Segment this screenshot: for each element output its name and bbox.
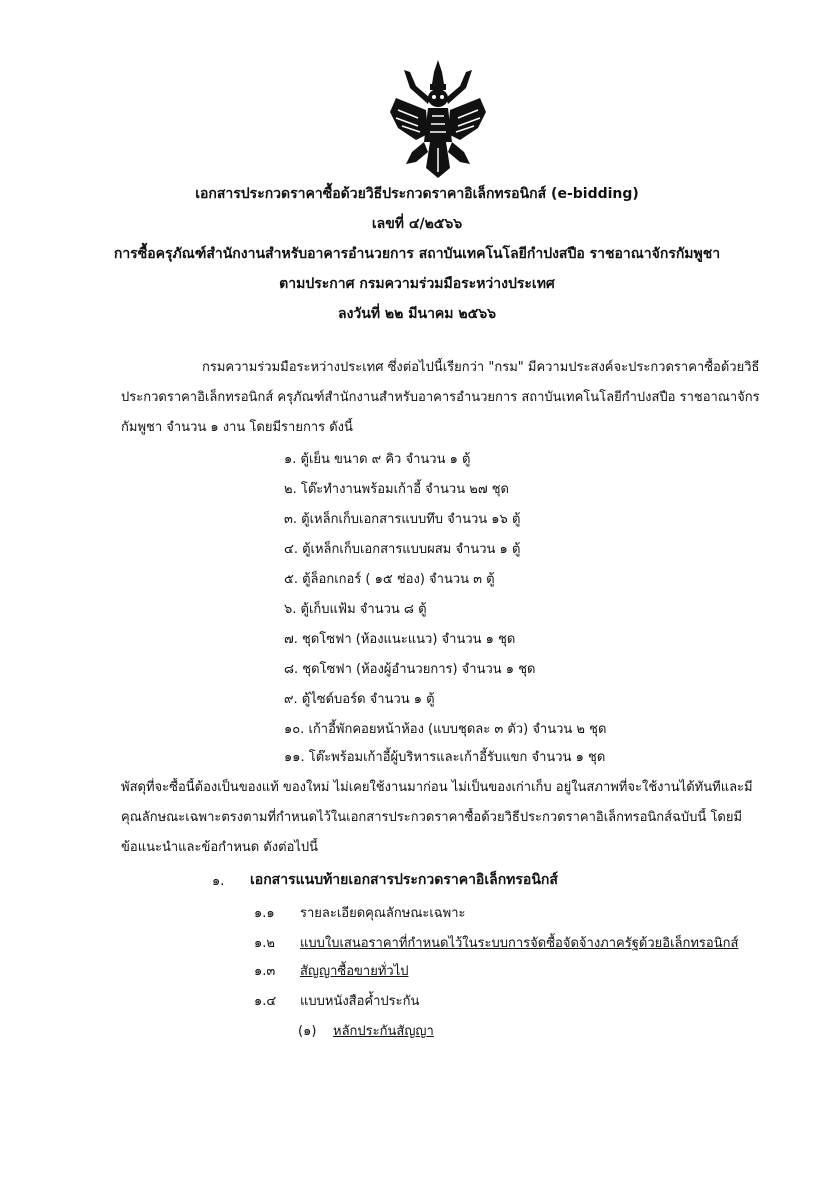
list-item: ๔. ตู้เหล็กเก็บเอกสารแบบผสม จำนวน ๑ ตู้ <box>284 542 521 557</box>
subsection-text: แบบหนังสือค้ำประกัน <box>300 994 420 1009</box>
document-number: เลขที่ ๔/๒๕๖๖ <box>371 216 463 232</box>
list-item: ๓. ตู้เหล็กเก็บเอกสารแบบทึบ จำนวน ๑๖ ตู้ <box>284 512 521 527</box>
list-item: ๑๑. โต๊ะพร้อมเก้าอี้ผู้บริหารและเก้าอี้รับแขก จำนวน ๑ ชุด <box>284 750 606 765</box>
subsection-number: ๑.๔ <box>254 994 277 1009</box>
intro-line-2: ประกวดราคาอิเล็กทรอนิกส์ ครุภัณฑ์สำนักงานสำหรับอาคารอำนวยการ สถาบันเทคโนโลยีกำปงสปือ ราชอาณาจักร <box>121 390 760 405</box>
section-title: เอกสารแนบท้ายเอกสารประกวดราคาอิเล็กทรอนิกส์ <box>250 872 558 888</box>
subsection-link[interactable]: สัญญาซื้อขายทั่วไป <box>300 964 409 979</box>
announcement-line: ตามประกาศ กรมความร่วมมือระหว่างประเทศ <box>279 276 555 292</box>
section-number: ๑. <box>212 874 225 889</box>
intro-line-3: กัมพูชา จำนวน ๑ งาน โดยมีรายการ ดังนี้ <box>121 420 353 435</box>
condition-line-3: ข้อแนะนำและข้อกำหนด ดังต่อไปนี้ <box>121 840 319 855</box>
list-item: ๗. ชุดโซฟา (ห้องแนะแนว) จำนวน ๑ ชุด <box>284 632 516 647</box>
sub-subsection-link[interactable]: หลักประกันสัญญา <box>333 1024 434 1039</box>
list-item: ๑๐. เก้าอี้พักคอยหน้าห้อง (แบบชุดละ ๓ ตัว) จำนวน ๒ ชุด <box>284 722 607 737</box>
document-subject: การซื้อครุภัณฑ์สำนักงานสำหรับอาคารอำนวยการ สถาบันเทคโนโลยีกำปงสปือ ราชอาณาจักรกัมพูชา <box>113 246 721 262</box>
subsection-number: ๑.๓ <box>254 964 276 979</box>
intro-line-1: กรมความร่วมมือระหว่างประเทศ ซึ่งต่อไปนี้เรียกว่า "กรม" มีความประสงค์จะประกวดราคาซื้อด้วยวิธี <box>202 360 760 375</box>
subsection-link[interactable]: แบบใบเสนอราคาที่กำหนดไว้ในระบบการจัดซื้อจัดจ้างภาครัฐด้วยอิเล็กทรอนิกส์ <box>300 936 739 951</box>
sub-subsection-number: (๑) <box>298 1024 317 1039</box>
condition-line-2: คุณลักษณะเฉพาะตรงตามที่กำหนดไว้ในเอกสารประกวดราคาซื้อด้วยวิธีประกวดราคาอิเล็กทรอนิกส์ฉบับนี้ โดยมี <box>121 810 743 825</box>
subsection-number: ๑.๑ <box>254 906 275 921</box>
list-item: ๑. ตู้เย็น ขนาด ๙ คิว จำนวน ๑ ตู้ <box>284 452 471 467</box>
garuda-emblem-icon <box>388 58 488 180</box>
list-item: ๒. โต๊ะทำงานพร้อมเก้าอี้ จำนวน ๒๗ ชุด <box>284 482 509 497</box>
list-item: ๖. ตู้เก็บแฟ้ม จำนวน ๘ ตู้ <box>284 602 427 617</box>
document-date: ลงวันที่ ๒๒ มีนาคม ๒๕๖๖ <box>337 306 496 322</box>
document-title: เอกสารประกวดราคาซื้อด้วยวิธีประกวดราคาอิเล็กทรอนิกส์ (e-bidding) <box>195 186 639 202</box>
condition-line-1: พัสดุที่จะซื้อนี้ต้องเป็นของแท้ ของใหม่ ไม่เคยใช้งานมาก่อน ไม่เป็นของเก่าเก็บ อยู่ในสภาพที่จะใช้งานได้ทันทีและมี <box>121 780 753 795</box>
subsection-text: รายละเอียดคุณลักษณะเฉพาะ <box>300 906 466 921</box>
subsection-number: ๑.๒ <box>254 936 275 951</box>
list-item: ๘. ชุดโซฟา (ห้องผู้อำนวยการ) จำนวน ๑ ชุด <box>284 662 536 677</box>
list-item: ๕. ตู้ล็อกเกอร์ ( ๑๕ ช่อง) จำนวน ๓ ตู้ <box>284 572 495 587</box>
list-item: ๙. ตู้ไซด์บอร์ด จำนวน ๑ ตู้ <box>284 692 435 707</box>
